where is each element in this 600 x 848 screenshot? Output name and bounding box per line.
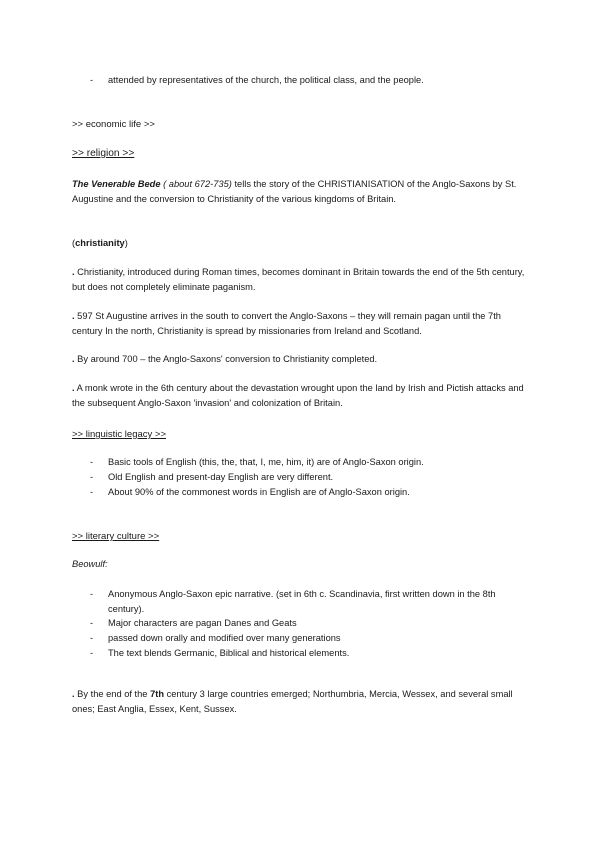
list-item: Major characters are pagan Danes and Geats bbox=[108, 618, 297, 628]
paragraph-conversion-700: . By around 700 – the Anglo-Saxons' conversion to Christianity completed. bbox=[72, 354, 378, 364]
list-item: The text blends Germanic, Biblical and historical elements. bbox=[108, 648, 350, 658]
bede-name: The Venerable Bede bbox=[72, 179, 161, 189]
list-dash: - bbox=[90, 472, 94, 482]
list-item: passed down orally and modified over many generations bbox=[108, 633, 341, 643]
list-dash: - bbox=[90, 648, 94, 658]
list-dash: - bbox=[90, 487, 94, 497]
heading-economic-life: >> economic life >> bbox=[72, 119, 155, 130]
heading-literary-culture: >> literary culture >> bbox=[72, 531, 160, 542]
century-bold: 7th bbox=[150, 689, 165, 699]
paragraph-st-augustine: . 597 St Augustine arrives in the south to convert the Anglo-Saxons – they will remain pagan until the 7th century In the north, Christianity is spread by missionaries from Ireland and Scotland. bbox=[72, 311, 501, 336]
bede-paragraph bbox=[72, 177, 532, 207]
beowulf-title: Beowulf: bbox=[72, 559, 108, 569]
list-dash: - bbox=[90, 633, 94, 643]
bede-text: tells the story of the CHRISTIANISATION of the Anglo-Saxons by St. Augustine and the conversion to Christianity of the various kingdoms of Britain. bbox=[72, 179, 517, 204]
christianity-label: (christianity) bbox=[72, 238, 128, 248]
list-dash: - bbox=[90, 457, 94, 467]
paragraph-7th-century: . By the end of the 7th century 3 large countries emerged; Northumbria, Mercia, Wessex, and several small ones; East Anglia, Essex, Kent, Sussex. bbox=[72, 689, 513, 714]
list-item: Old English and present-day English are very different. bbox=[108, 472, 334, 482]
heading-religion: >> religion >> bbox=[72, 148, 135, 159]
list-item: Basic tools of English (this, the, that, I, me, him, it) are of Anglo-Saxon origin. bbox=[108, 457, 424, 467]
list-item: About 90% of the commonest words in English are of Anglo-Saxon origin. bbox=[108, 487, 410, 497]
list-item: attended by representatives of the church, the political class, and the people. bbox=[108, 75, 424, 85]
list-dash: - bbox=[90, 618, 94, 628]
paragraph-christianity-roman: . Christianity, introduced during Roman times, becomes dominant in Britain towards the end of the 5th century, but does not completely eliminate paganism. bbox=[72, 267, 525, 292]
heading-linguistic-legacy: >> linguistic legacy >> bbox=[72, 429, 167, 440]
list-item: Anonymous Anglo-Saxon epic narrative. (set in 6th c. Scandinavia, first written down in the 8th century). bbox=[108, 589, 496, 614]
paragraph-monk: . A monk wrote in the 6th century about the devastation wrought upon the land by Irish and Pictish attacks and the subsequent Anglo-Saxon 'invasion' and colonization of Britain. bbox=[72, 383, 524, 408]
list-dash: - bbox=[90, 75, 94, 85]
bede-dates: ( about 672-735) bbox=[160, 179, 232, 189]
list-dash: - bbox=[90, 589, 94, 599]
christianity-word: christianity bbox=[75, 238, 125, 248]
